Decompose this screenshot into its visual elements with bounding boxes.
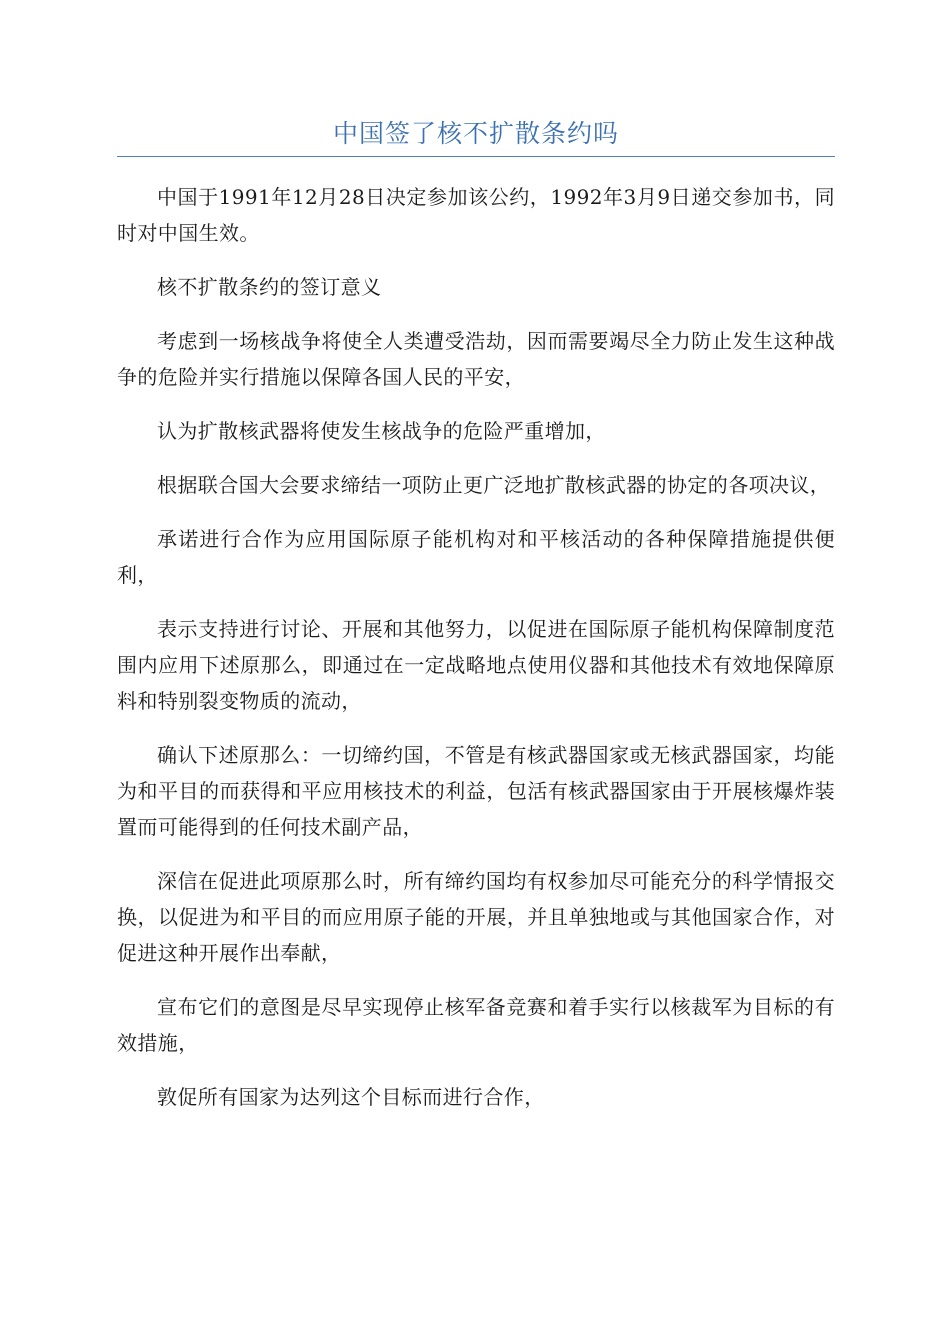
paragraph: 敦促所有国家为达列这个目标而进行合作， [157,1085,545,1109]
paragraph: 宣布它们的意图是尽早实现停止核军备竞赛和着手实行以核裁军为目标的有效措施， [117,995,835,1055]
document-page [117,114,835,1133]
paragraph: 中国于1991年12月28日决定参加该公约，1992年3月9日递交参加书，同时对中国生效。 [117,185,835,245]
paragraph: 深信在促进此项原那么时，所有缔约国均有权参加尽可能充分的科学情报交换，以促进为和平目的而应用原子能的开展，并且单独地或与其他国家合作，对促进这种开展作出奉献， [117,869,835,965]
document-title: 中国签了核不扩散条约吗 [117,114,835,157]
document-body [117,179,835,1115]
paragraph: 认为扩散核武器将使发生核战争的危险严重增加， [157,419,606,443]
paragraph: 确认下述原那么：一切缔约国，不管是有核武器国家或无核武器国家，均能为和平目的而获得和平应用核技术的利益，包活有核武器国家由于开展核爆炸装置而可能得到的任何技术副产品， [117,743,835,839]
paragraph: 承诺进行合作为应用国际原子能机构对和平核活动的各种保障措施提供便利， [117,527,835,587]
paragraph: 考虑到一场核战争将使全人类遭受浩劫，因而需要竭尽全力防止发生这种战争的危险并实行措施以保障各国人民的平安， [117,329,835,389]
paragraph: 核不扩散条约的签订意义 [157,275,382,299]
paragraph: 根据联合国大会要求缔结一项防止更广泛地扩散核武器的协定的各项决议， [157,473,831,497]
paragraph: 表示支持进行讨论、开展和其他努力，以促进在国际原子能机构保障制度范围内应用下述原那么，即通过在一定战略地点使用仪器和其他技术有效地保障原料和特别裂变物质的流动， [117,617,835,713]
